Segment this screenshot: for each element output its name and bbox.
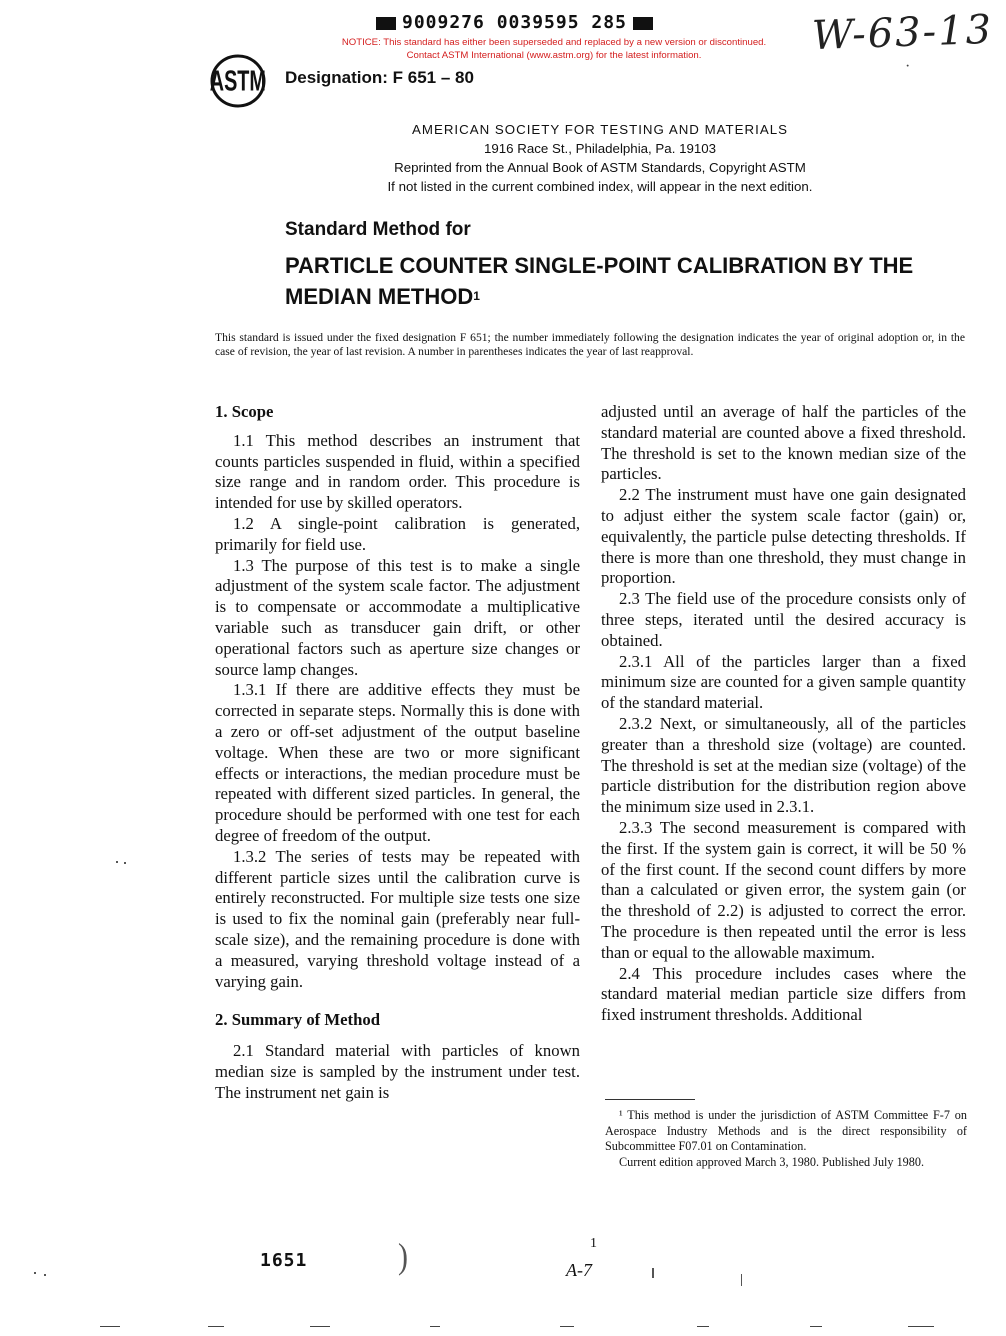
title-kicker: Standard Method for — [285, 219, 471, 240]
publisher-address: 1916 Race St., Philadelphia, Pa. 19103 — [483, 141, 717, 156]
reprint-notice: Reprinted from the Annual Book of ASTM Standards, Copyright ASTM — [394, 160, 806, 175]
scan-speck — [34, 1272, 36, 1274]
scan-edge-dash — [908, 1326, 934, 1327]
section-heading-summary: 2. Summary of Method — [215, 1010, 381, 1030]
paragraph-2-4: 2.4 This procedure includes cases where the standard material median particle size differs from fixed instrument thresholds. Additional — [601, 963, 966, 1025]
scan-edge-dash — [208, 1326, 224, 1327]
notice-line-2: Contact ASTM International (www.astm.org) for the latest information. — [406, 50, 702, 61]
scan-edge-dash — [100, 1326, 120, 1327]
paragraph-1-1: 1.1 This method describes an instrument that counts particles suspended in fluid, within a specified size range and in random order. This procedure is intended for use by skilled operators. — [215, 430, 580, 513]
scan-speck — [124, 862, 126, 864]
designation: Designation: F 651 – 80 — [285, 68, 474, 87]
scan-speck — [741, 1274, 742, 1286]
paragraph-1-3-1: 1.3.1 If there are additive effects they must be corrected in separate steps. Normally this is done with a zero or off-set adjustment of the output baseline voltage. When these are two or more significant effects or interactions, the median procedure must be repeated with different sized particles. In general, the procedure should be performed with one test for each degree of freedom of the output. — [215, 680, 580, 845]
title-main: PARTICLE COUNTER SINGLE-POINT CALIBRATION BY THE MEDIAN METHOD — [285, 253, 914, 309]
paragraph-2-3-3: 2.3.3 The second measurement is compared with the first. If the system gain is correct, it will be 50 % of the first count. If the second count differs by more than a calculated or given error, the system gain (or the threshold of 2.2) is adjusted to correct the error. The procedure is then repeated until the error is less than or equal to the allowable maximum. — [601, 817, 966, 962]
page-code: 1651 — [260, 1250, 308, 1271]
handwritten-annotation: W-63-13 — [811, 6, 994, 60]
index-note: If not listed in the current combined index, will appear in the next edition. — [387, 179, 813, 194]
paragraph-2-1-continued: adjusted until an average of half the particles of the standard material are counted above a fixed threshold. The threshold is set to the known median size of the particles. — [601, 402, 966, 484]
supersession-notice — [300, 36, 808, 62]
title-footnote-ref: 1 — [473, 289, 480, 303]
paragraph-2-1: 2.1 Standard material with particles of known median size is sampled by the instrument under test. The instrument net gain is — [215, 1041, 580, 1102]
preamble: This standard is issued under the fixed designation F 651; the number immediately following the designation indicates the year of original adoption or, in the case of revision, the year of last revision. A number in parentheses indicates the year of last reapproval. — [215, 331, 965, 358]
paragraph-2-3: 2.3 The field use of the procedure consists only of three steps, iterated until the desired accuracy is obtained. — [601, 589, 966, 650]
barcode-text: 9009276 0039595 285 — [402, 12, 627, 33]
scan-speck — [652, 1268, 654, 1278]
paragraph-1-3-2: 1.3.2 The series of tests may be repeated with different particle sizes until the calibration curve is entirely reconstructed. For multiple size tests one size is used to fix the nominal gain (preferably near full-scale size), and the remaining procedure is done with a measured, varying threshold voltage instead of a varying gain. — [215, 846, 580, 991]
barcode-block-left — [376, 17, 396, 30]
footnote — [605, 1108, 967, 1170]
scan-edge-dash — [697, 1326, 709, 1327]
paragraph-2-3-2: 2.3.2 Next, or simultaneously, all of the particles greater than a threshold size (voltage) are counted. The threshold is set at the median size (voltage) of the particle distribution for the distribution region above the minimum size used in 2.3.1. — [601, 713, 966, 817]
scan-speck — [44, 1274, 46, 1276]
left-column — [215, 402, 580, 1104]
paragraph-2-3-1: 2.3.1 All of the particles larger than a fixed minimum size are counted for a given sample quantity of the standard material. — [601, 651, 966, 713]
svg-text:ASTM: ASTM — [209, 65, 266, 98]
barcode-header — [370, 12, 670, 32]
scan-edge-dash — [560, 1326, 574, 1327]
paragraph-1-2: 1.2 A single-point calibration is generated, primarily for field use. — [215, 513, 580, 554]
scan-edge-dash — [310, 1326, 330, 1327]
page-number: 1 — [590, 1236, 597, 1251]
publisher-name: AMERICAN SOCIETY FOR TESTING AND MATERIALS — [412, 122, 788, 137]
paragraph-1-3: 1.3 The purpose of this test is to make a single adjustment of the system scale factor. The adjustment is to compensate or accommodate a multiplicative variable such as transducer gain drift, or other operational factors such as aperture size changes or source lamp changes. — [215, 555, 580, 679]
barcode-block-right — [633, 17, 653, 30]
astm-logo-icon — [209, 54, 267, 108]
footnote-jurisdiction: ¹ This method is under the jurisdiction of ASTM Committee F-7 on Aerospace Industry Methods and is the direct responsibility of Subcommittee F07.01 on Contamination. — [605, 1108, 967, 1154]
handwritten-speck: · — [905, 58, 911, 75]
scan-edge-dash — [810, 1326, 822, 1327]
scan-edge-dash — [430, 1326, 440, 1327]
publisher-block — [300, 120, 900, 196]
handwritten-paren-mark: ) — [398, 1236, 408, 1277]
scan-speck — [116, 861, 118, 863]
section-heading-scope: 1. Scope — [215, 402, 274, 421]
notice-line-1: NOTICE: This standard has either been superseded and replaced by a new version or discontinued. — [341, 37, 767, 48]
right-column — [601, 402, 966, 1026]
page-reference: A-7 — [566, 1260, 592, 1280]
paragraph-2-2: 2.2 The instrument must have one gain designated to adjust either the system scale factor (gain) or, equivalently, the particle pulse detecting thresholds. If there is more than one threshold, they must change in proportion. — [601, 485, 966, 588]
document-title — [285, 250, 965, 312]
footnote-divider — [605, 1099, 695, 1100]
footnote-edition: Current edition approved March 3, 1980. Published July 1980. — [619, 1154, 924, 1169]
